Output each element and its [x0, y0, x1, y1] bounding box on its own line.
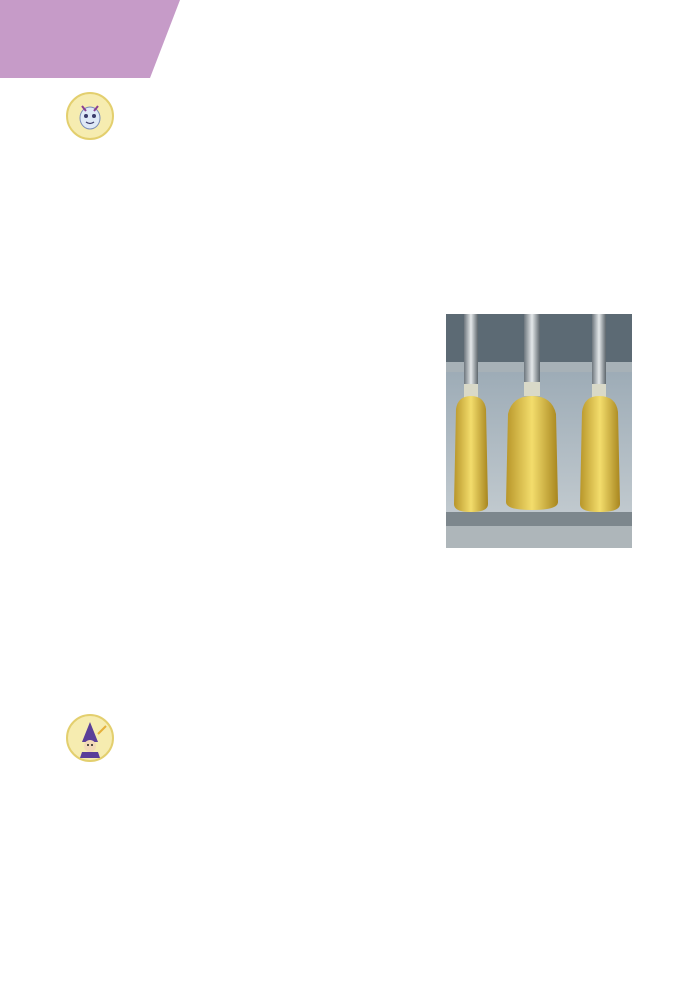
oil-bottling-photo [446, 314, 632, 548]
bottle-right [580, 384, 620, 512]
home-experiment-icon [66, 92, 114, 140]
bottle-left [454, 384, 488, 512]
wizard-question-icon [66, 714, 114, 762]
experiment-frame [0, 0, 695, 320]
